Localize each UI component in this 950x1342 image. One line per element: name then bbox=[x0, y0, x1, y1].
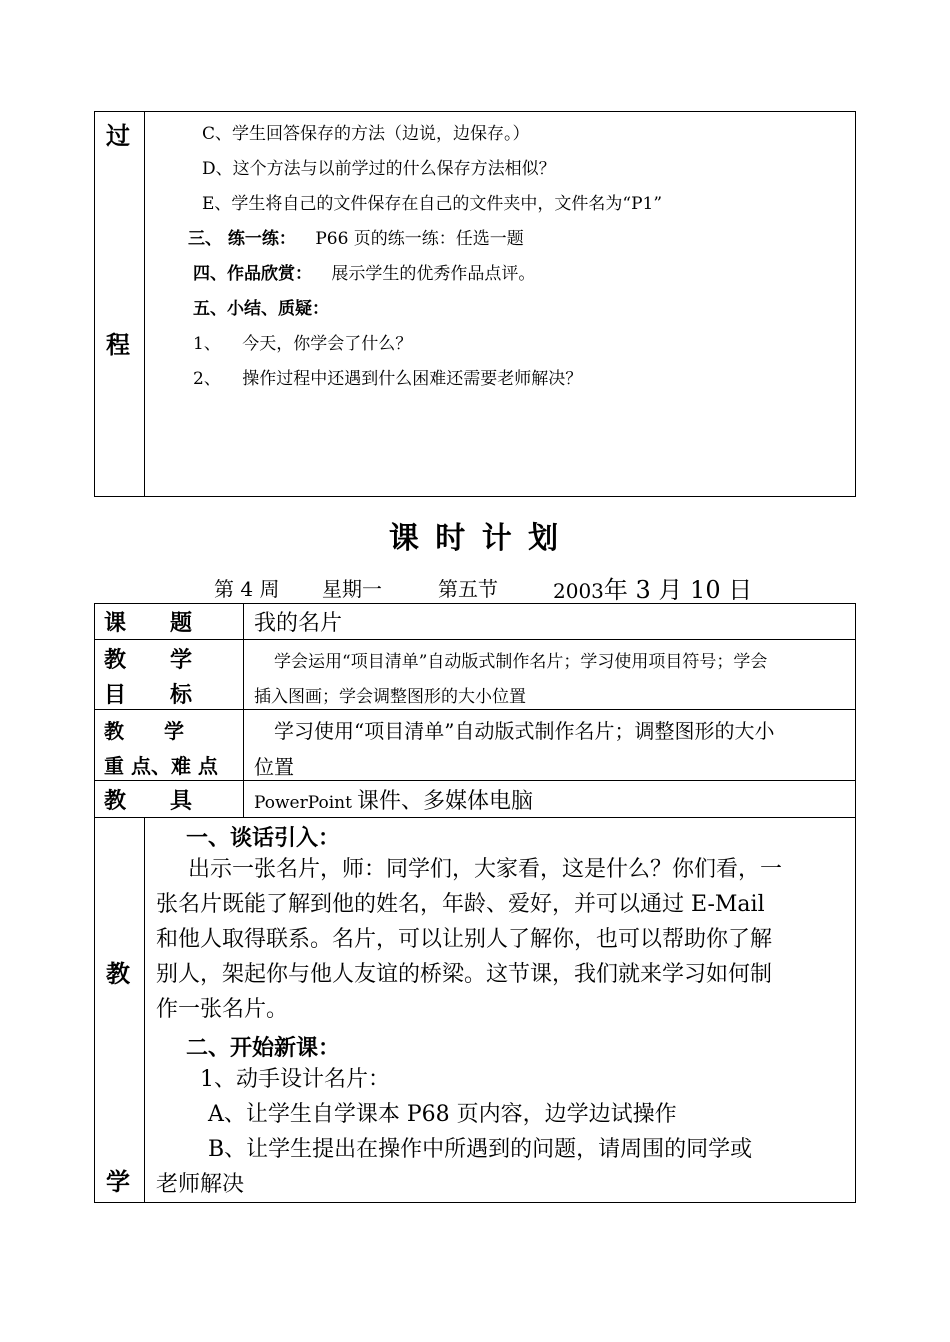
summary-item-2-num: 2、 bbox=[193, 369, 221, 389]
key-text-line-2: 位置 bbox=[254, 755, 294, 779]
row-line-1 bbox=[94, 639, 856, 640]
step-1-a: A、让学生自学课本 P68 页内容，边学边试操作 bbox=[208, 1102, 677, 1127]
prev-table-divider bbox=[144, 111, 145, 497]
summary-item-1 bbox=[193, 329, 412, 354]
summary-item-1-text: 今天，你学会了什么？ bbox=[242, 334, 413, 354]
appreciate-label: 四、作品欣赏： bbox=[193, 264, 312, 284]
intro-line-1: 出示一张名片，师：同学们，大家看，这是什么？你们看，一 bbox=[188, 857, 783, 882]
summary-label: 五、小结、质疑： bbox=[193, 299, 329, 319]
tools-value-cn: 课件、多媒体电脑 bbox=[357, 789, 534, 814]
header-date-year: 2003 bbox=[553, 579, 604, 603]
step-1: 1、动手设计名片： bbox=[200, 1067, 390, 1092]
key-label-1: 教 学 bbox=[104, 719, 184, 743]
appreciate-row bbox=[193, 259, 535, 284]
tools-value bbox=[254, 784, 533, 815]
header-week: 第 4 周 bbox=[214, 577, 280, 601]
goal-label-1: 教 学 bbox=[104, 647, 193, 673]
step-1-b-line-1: B、让学生提出在操作中所遇到的问题，请周围的同学或 bbox=[208, 1137, 753, 1162]
goal-text-line-2: 插入图画；学会调整图形的大小位置 bbox=[254, 687, 526, 707]
row-line-4 bbox=[94, 817, 856, 818]
process-side-label-2: 学 bbox=[106, 1167, 130, 1196]
prev-line-d: D、这个方法与以前学过的什么保存方法相似？ bbox=[202, 159, 556, 179]
intro-label: 一、谈话引入： bbox=[186, 825, 341, 851]
process-side-label-1: 教 bbox=[106, 959, 130, 988]
intro-line-4: 别人，架起你与他人友谊的桥梁。这节课，我们就来学习如何制 bbox=[156, 962, 773, 987]
key-text-line-1: 学习使用“项目清单”自动版式制作名片；调整图形的大小 bbox=[274, 719, 775, 743]
intro-line-2: 张名片既能了解到他的姓名，年龄、爱好，并可以通过 E-Mail bbox=[156, 892, 765, 917]
appreciate-text: 展示学生的优秀作品点评。 bbox=[331, 264, 536, 284]
practice-row bbox=[188, 224, 524, 249]
summary-item-1-num: 1、 bbox=[193, 334, 221, 354]
summary-item-2 bbox=[193, 364, 582, 389]
practice-text: P66 页的练一练：任选一题 bbox=[315, 229, 524, 249]
intro-line-5: 作一张名片。 bbox=[156, 997, 289, 1022]
page-title: 课 时 计 划 bbox=[388, 521, 562, 556]
header-date bbox=[553, 570, 752, 605]
new-lesson-label: 二、开始新课： bbox=[186, 1035, 341, 1061]
topic-value: 我的名片 bbox=[254, 611, 343, 636]
header-period: 第五节 bbox=[438, 577, 498, 601]
goal-label-2: 目 标 bbox=[104, 682, 193, 708]
prev-side-label-top: 过 bbox=[106, 121, 130, 150]
goal-text-line-1: 学会运用“项目清单”自动版式制作名片；学习使用项目符号；学会 bbox=[274, 652, 768, 672]
topic-label: 课 题 bbox=[104, 610, 193, 636]
summary-item-2-text: 操作过程中还遇到什么困难还需要老师解决？ bbox=[242, 369, 583, 389]
prev-line-e: E、学生将自己的文件保存在自己的文件夹中，文件名为“P1” bbox=[202, 194, 663, 214]
header-date-rest: 年 3 月 10 日 bbox=[603, 576, 753, 604]
tools-value-en: PowerPoint bbox=[254, 793, 352, 813]
table-label-divider bbox=[243, 603, 244, 817]
row-line-2 bbox=[94, 709, 856, 710]
tools-label: 教 具 bbox=[104, 788, 193, 814]
practice-label: 三、 练一练： bbox=[188, 229, 296, 249]
step-1-b-line-2: 老师解决 bbox=[156, 1172, 245, 1197]
row-line-3 bbox=[94, 780, 856, 781]
key-label-2: 重 点、难 点 bbox=[104, 754, 218, 778]
header-weekday: 星期一 bbox=[322, 577, 382, 601]
intro-line-3: 和他人取得联系。名片，可以让别人了解你，也可以帮助你了解 bbox=[156, 927, 773, 952]
table-process-divider bbox=[144, 817, 145, 1203]
prev-line-c: C、学生回答保存的方法（边说，边保存。） bbox=[202, 124, 530, 144]
prev-side-label-mid: 程 bbox=[106, 330, 130, 359]
